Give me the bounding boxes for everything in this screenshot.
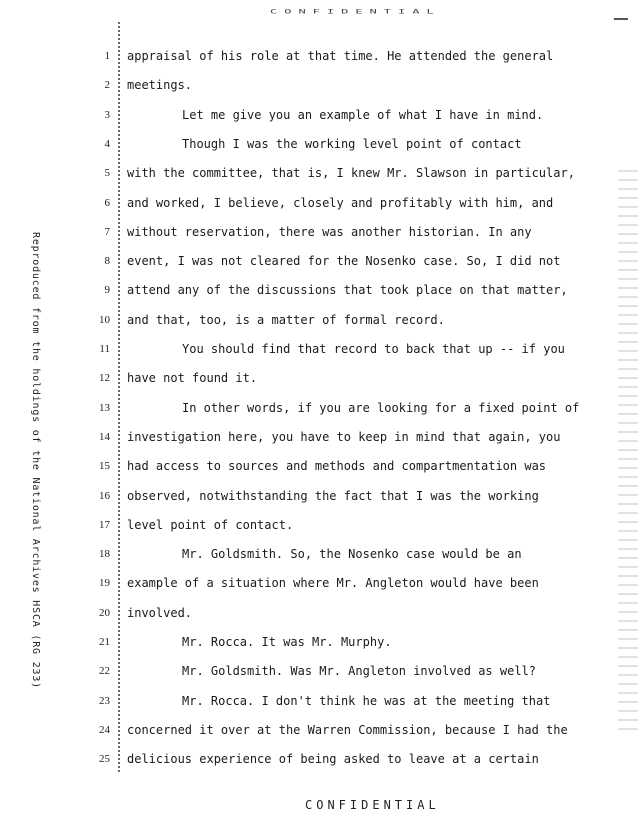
line-number: 13 [99,401,110,414]
transcript-line [0,429,638,455]
line-number: 16 [99,489,110,502]
transcript-line [0,546,638,572]
transcript-line [0,282,638,308]
line-number: 24 [99,723,110,736]
line-text: example of a situation where Mr. Angleton would have been [127,576,539,591]
line-number: 8 [104,255,110,268]
line-number: 21 [99,636,110,648]
line-number: 15 [99,460,110,473]
line-text: involved. [127,605,193,620]
line-text: event, I was not cleared for the Nosenko case. So, I did not [127,254,561,269]
line-text: meetings. [127,78,193,93]
line-text: had access to sources and methods and compartmentation was [127,459,547,474]
transcript-line [0,77,638,103]
line-text: without reservation, there was another historian. In any [127,224,532,239]
line-number: 3 [104,108,110,121]
line-text: level point of contact. [127,517,294,532]
archive-side-note: Reproduced from the holdings of the National Archives HSCA (RG 233) [30,232,41,689]
line-number: 18 [99,548,110,561]
line-number: 23 [99,694,110,707]
transcript-line [0,722,638,748]
transcript-line [0,370,638,396]
line-number: 6 [104,196,110,209]
line-number: 22 [99,665,110,678]
transcript-line [0,605,638,631]
line-text: Mr. Goldsmith. So, the Nosenko case would be an [182,547,522,562]
line-number: 20 [99,606,110,619]
line-text: Let me give you an example of what I have in mind. [182,107,544,122]
line-text: In other words, if you are looking for a fixed point of [182,400,580,415]
transcript-line [0,107,638,133]
line-number: 7 [104,225,110,238]
transcript-line [0,693,638,719]
line-text: Mr. Goldsmith. Was Mr. Angleton involved as well? [182,664,537,679]
line-text: attend any of the discussions that took place on that matter, [127,283,568,298]
line-number: 1 [104,50,110,62]
footer-confidential-stamp: CONFIDENTIAL [305,798,440,812]
line-number: 12 [99,372,110,385]
transcript-line [0,458,638,484]
transcript-line [0,341,638,367]
line-text: investigation here, you have to keep in mind that again, you [127,429,561,444]
transcript-line [0,634,638,660]
line-number: 11 [99,343,110,355]
header-confidential-stamp: CONFIDENTIAL [270,8,441,15]
page-mark [614,18,628,20]
line-text: observed, notwithstanding the fact that I was the working [127,488,539,503]
transcript-line [0,488,638,514]
line-number: 4 [104,137,110,150]
transcript-line [0,48,638,74]
transcript-line [0,312,638,338]
transcript-line [0,136,638,162]
line-text: Mr. Rocca. It was Mr. Murphy. [182,635,392,649]
line-text: and that, too, is a matter of formal record. [127,312,445,327]
transcript-line [0,751,638,777]
transcript-line [0,575,638,601]
transcript-line [0,663,638,689]
transcript-line [0,253,638,279]
line-text: have not found it. [127,371,258,386]
line-number: 17 [99,518,110,531]
line-text: and worked, I believe, closely and profitably with him, and [127,195,554,210]
line-number: 14 [99,430,110,443]
line-number: 19 [99,577,110,590]
line-text: appraisal of his role at that time. He attended the general [127,49,554,63]
line-number: 5 [104,167,110,180]
transcript-line [0,517,638,543]
transcript-line [0,165,638,191]
line-text: concerned it over at the Warren Commission, because I had the [127,722,568,737]
line-text: delicious experience of being asked to leave at a certain [127,752,539,767]
transcript-line [0,400,638,426]
line-text: Mr. Rocca. I don't think he was at the meeting that [182,693,551,708]
line-text: with the committee, that is, I knew Mr. Slawson in particular, [127,166,575,181]
line-text: Though I was the working level point of contact [182,136,522,151]
line-number: 9 [104,284,110,297]
line-number: 10 [99,313,110,326]
transcript-line [0,224,638,250]
line-number: 25 [99,753,110,766]
transcript-line [0,195,638,221]
line-number: 2 [104,79,110,92]
line-text: You should find that record to back that up -- if you [182,342,565,356]
